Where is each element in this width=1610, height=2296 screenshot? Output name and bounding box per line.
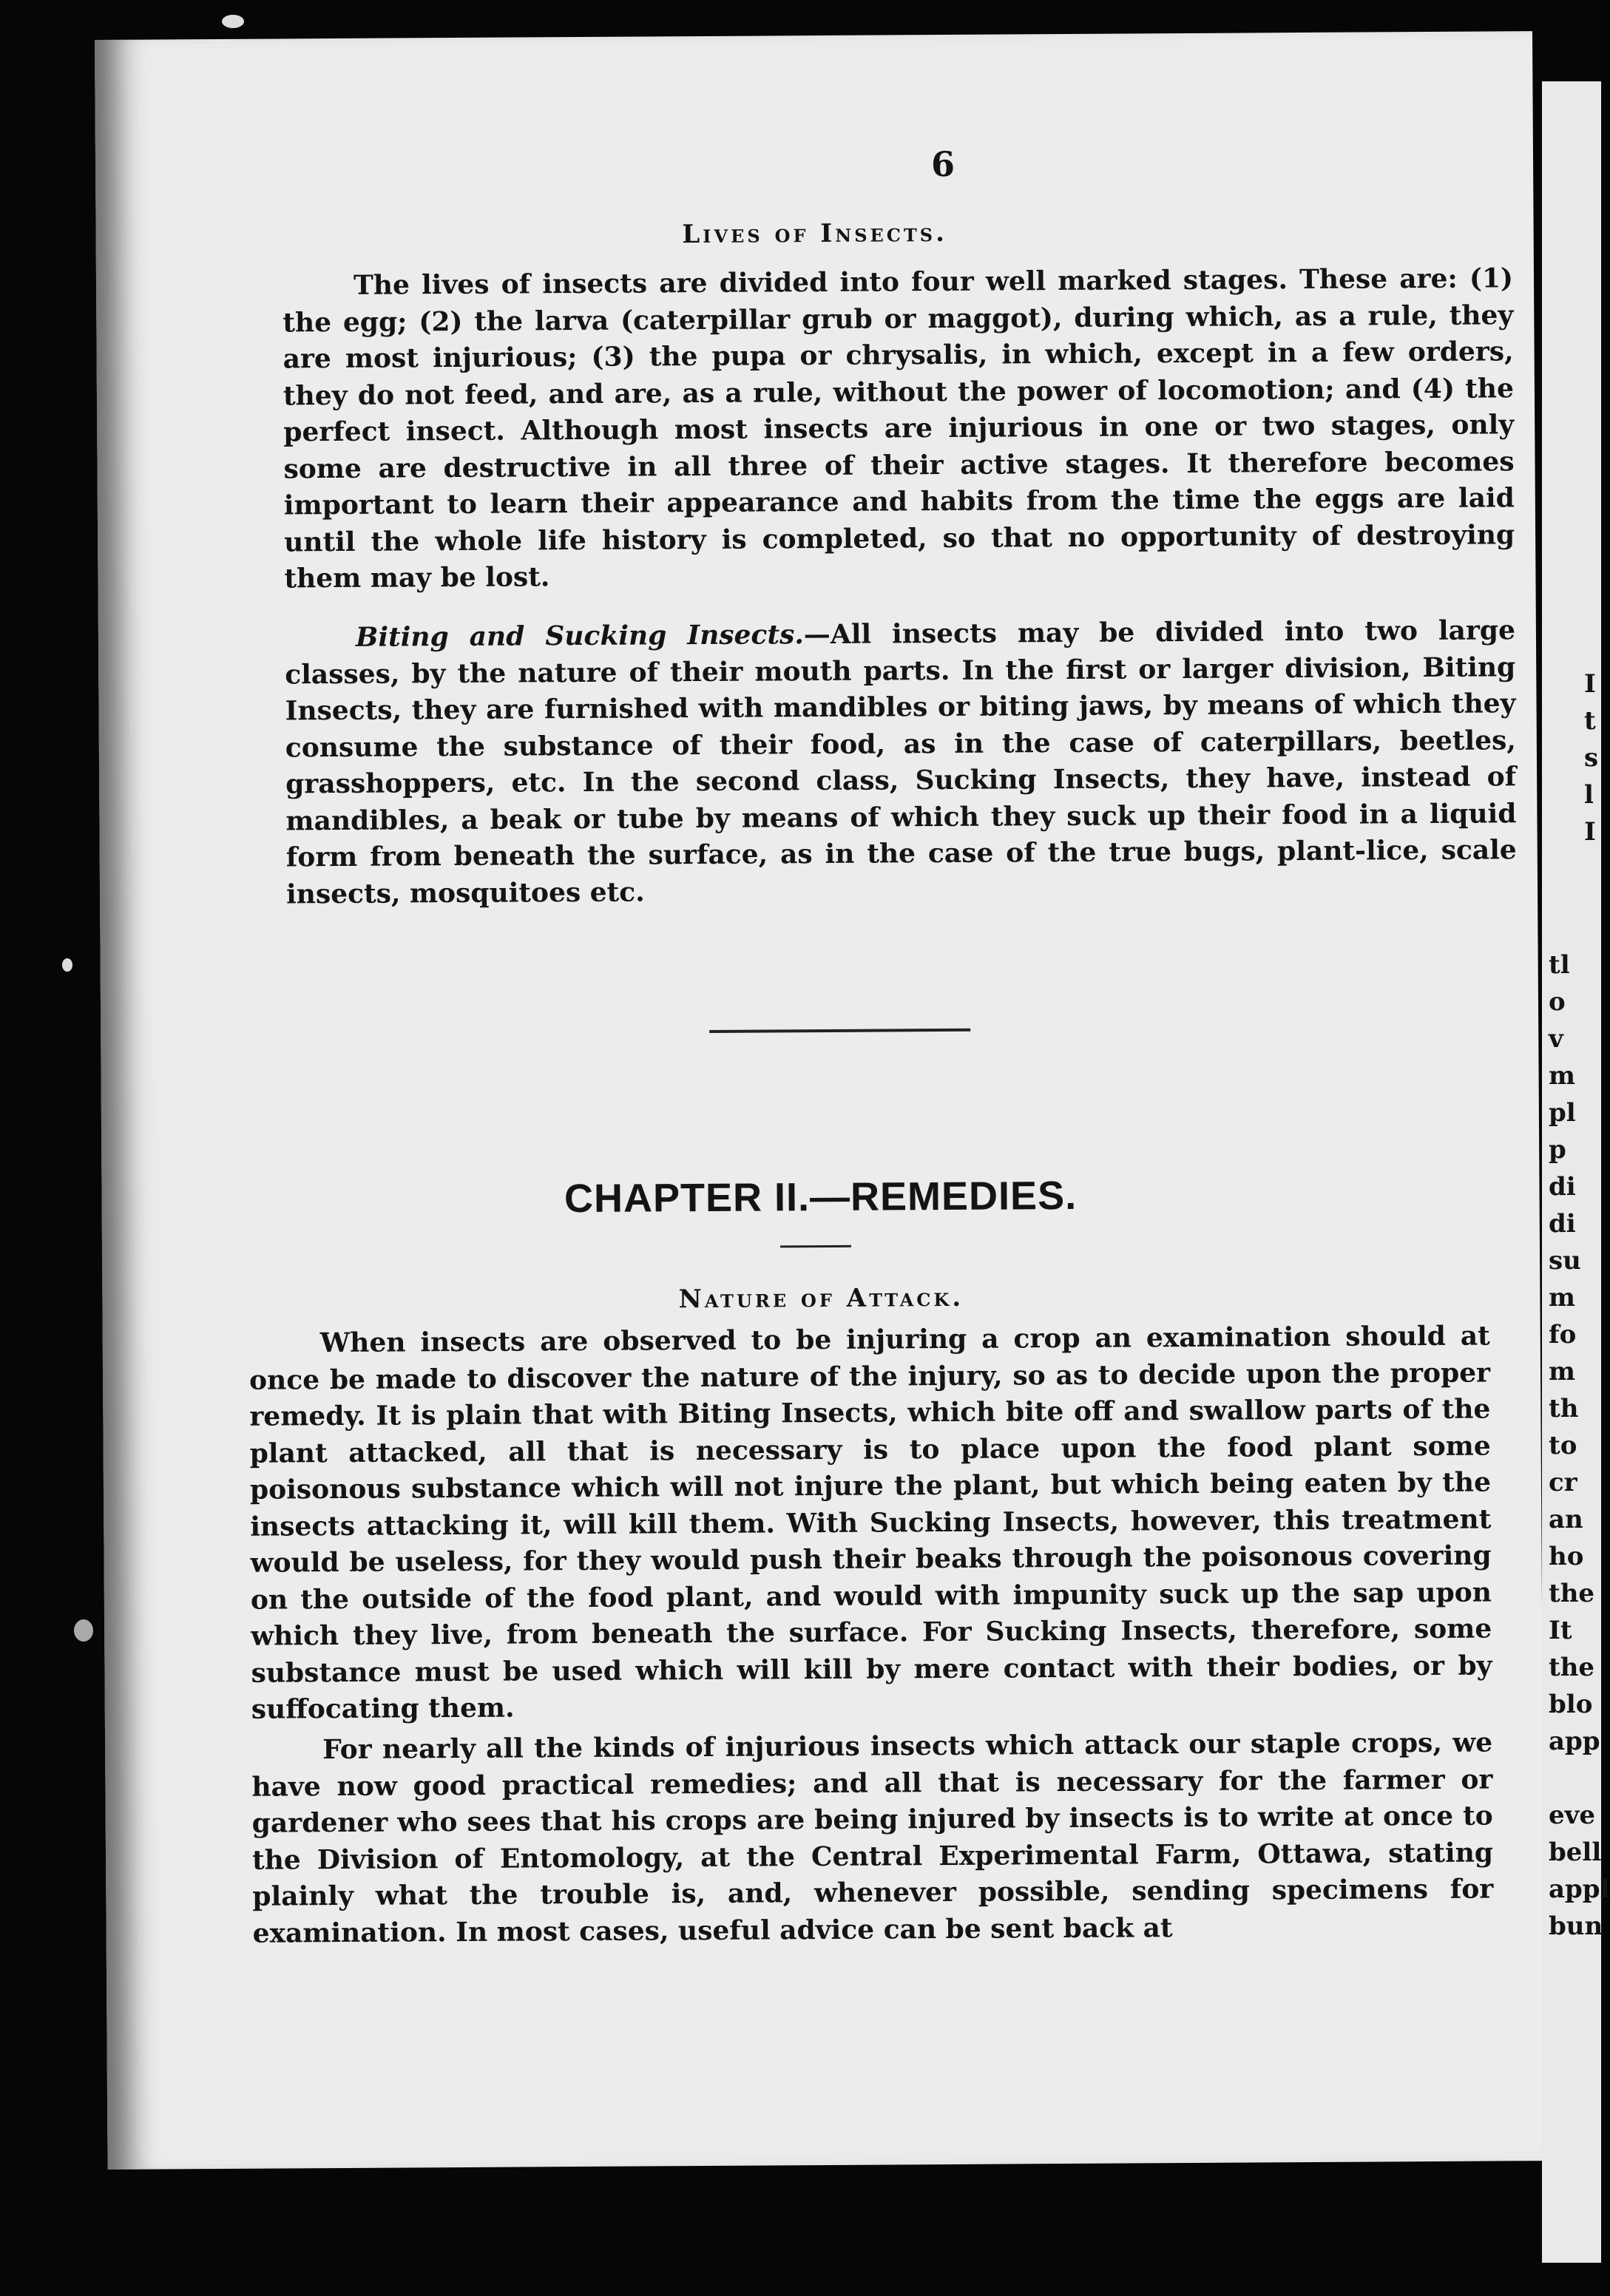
- facing-page-fragments-top: [1584, 666, 1598, 850]
- section-heading-lives-of-insects: Lives of Insects.: [682, 217, 948, 250]
- paragraph-body: —All insects may be divided into two large classes, by the nature of their mouth parts. In the first or larger division, Biting Insects, they are furnished with mandibles or biting jaws, by means of which they consume the substance of their food, as in the case of caterpillars, beetles, grasshoppers, etc. In the second class, Sucking Insects, they have, instead of mandibles, a beak or tube by means of which they suck up their food in a liquid form from beneath the surface, as in the case of the true bugs, plant-lice, scale insects, mosquitoes etc.: [285, 614, 1517, 910]
- left-page: [95, 31, 1546, 2170]
- facing-fragment: o: [1549, 987, 1566, 1017]
- facing-fragment: tl: [1549, 950, 1570, 980]
- facing-fragment: the: [1549, 1653, 1595, 1682]
- facing-fragment: fo: [1549, 1320, 1577, 1350]
- facing-fragment: su: [1549, 1246, 1581, 1276]
- chapter-underline-rule: [780, 1245, 851, 1248]
- page-number: 6: [930, 143, 955, 185]
- facing-fragment: blo: [1549, 1690, 1593, 1719]
- facing-fragment: an: [1549, 1505, 1583, 1534]
- scan-speck: [74, 1619, 93, 1642]
- paragraph-lead-italic: Biting and Sucking Insects.: [355, 619, 804, 653]
- facing-fragment: bell: [1549, 1838, 1602, 1867]
- facing-fragment: th: [1549, 1394, 1579, 1423]
- facing-fragment: pl: [1549, 1098, 1576, 1128]
- facing-fragment: m: [1549, 1357, 1575, 1386]
- facing-fragment: ho: [1549, 1542, 1584, 1571]
- paragraph-biting-and-sucking: [285, 612, 1517, 912]
- facing-fragment: I: [1584, 817, 1596, 847]
- facing-fragment: s: [1584, 743, 1599, 773]
- scan-speck: [222, 15, 244, 28]
- facing-fragment: app: [1549, 1727, 1600, 1756]
- facing-fragment: It: [1549, 1616, 1572, 1645]
- facing-fragment: I: [1584, 669, 1596, 699]
- facing-page-fragments: [1549, 946, 1610, 1945]
- paragraph-lives-of-insects: The lives of insects are divided into four well marked stages. These are: (1) the egg; (2) the larva (caterpillar grub or maggot), during which, as a rule, they are most injurious; (3) the pupa or chrysalis, in which, except in a few orders, they do not feed, and are, as a rule, without the power of locomotion; and (4) the perfect insect. Although most insects are injurious in one or two stages, only some are destructive in all three of their active stages. It therefore becomes important to learn their appearance and habits from the time the eggs are laid until the whole life history is completed, so that no opportunity of destroying them may be lost.: [283, 263, 1515, 595]
- paragraph-remedies-advice: For nearly all the kinds of injurious insects which attack our staple crops, we have now good practical remedies; and all that is necessary for the farmer or gardener who sees that his crops are being injured by insects is to write at once to the Division of Entomology, at the Central Experimental Farm, Ottawa, stating plainly what the trouble is, and, whenever possible, sending specimens for examination. In most cases, useful advice can be sent back at: [251, 1727, 1494, 1949]
- facing-fragment: m: [1549, 1283, 1575, 1313]
- facing-fragment: cr: [1549, 1468, 1577, 1497]
- facing-fragment: [1549, 1760, 1610, 1797]
- scan-speck: [62, 958, 72, 972]
- facing-fragment: di: [1549, 1209, 1576, 1239]
- facing-fragment: l: [1584, 780, 1594, 810]
- facing-fragment: appl: [1549, 1875, 1610, 1904]
- facing-fragment: m: [1549, 1061, 1575, 1091]
- chapter-title: CHAPTER II.—REMEDIES.: [564, 1173, 1078, 1222]
- facing-fragment: bun: [1549, 1911, 1603, 1941]
- facing-fragment: di: [1549, 1172, 1576, 1202]
- paragraph-nature-of-attack: When insects are observed to be injuring a crop an examination should at once be made to discover the nature of the injury, so as to decide upon the proper remedy. It is plain that with Biting Insects, which bite off and swallow parts of the plant attacked, all that is necessary is to place upon the food plant some poisonous substance which will not injure the plant, but which being eaten by the insects attacking it, will kill them. With Sucking Insects, however, this treatment would be useless, for they would push their beaks through the poisonous covering on the outside of the food plant, and would with impunity suck up the sap upon which they live, from beneath the surface. For Sucking Insects, therefore, some substance must be used which will kill by mere contact with their bodies, or by suffocating them.: [248, 1320, 1492, 1725]
- facing-fragment: eve: [1549, 1801, 1596, 1830]
- facing-fragment: to: [1549, 1431, 1577, 1460]
- section-divider-rule: [709, 1029, 970, 1033]
- facing-fragment: v: [1549, 1024, 1563, 1054]
- section-heading-nature-of-attack: Nature of Attack.: [678, 1282, 964, 1315]
- facing-fragment: the: [1549, 1579, 1595, 1608]
- facing-fragment: t: [1584, 706, 1596, 736]
- facing-fragment: p: [1549, 1135, 1566, 1165]
